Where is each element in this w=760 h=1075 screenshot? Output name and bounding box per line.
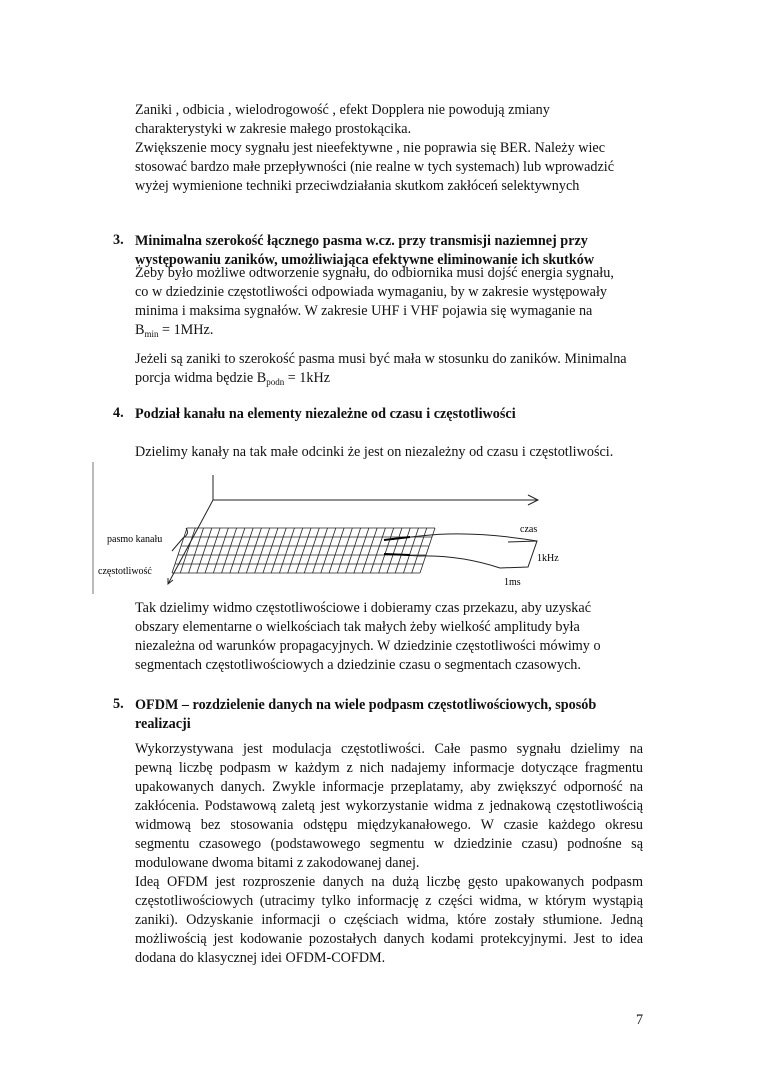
text-line: częstotliwościowych (utracimy tylko informację z części widma, w którym wystąpią [135,893,643,909]
grid-line [321,528,336,573]
text-line: możliwością jest kodowanie pozostałych danych kodami protekcyjnymi. Jest to idea [135,931,643,947]
grid-line [412,528,427,573]
text-line: pewną liczbę podpasm w każdym z nich nadajemy informacje dotyczące fragmentu [135,760,643,776]
text-line: upakowanych danych. Zwykle informacje przeplatamy, aby zwiększyć odporność na [135,779,643,795]
grid-line [180,528,195,573]
grid-line [354,528,369,573]
elementary-cell [500,541,537,568]
formula-base: B [256,370,267,386]
text-line: dodana do klasycznej idei OFDM-COFDM. [135,950,386,966]
grid-line [263,528,278,573]
section-5-heading [113,696,653,736]
grid-line [255,528,270,573]
grid-line [197,528,212,573]
page-number: 7 [636,1012,644,1028]
formula-value: = 1MHz. [158,322,214,338]
grid-line [387,528,402,573]
formula-subscript: podn [266,377,285,387]
formula-base: B [135,322,145,338]
text-line: stosować bardzo małe przepływności (nie realne w tych systemach) lub wprowadzić [135,159,615,175]
text-line: charakterystyki w zakresie małego prostokącika. [135,121,412,137]
grid-line [337,528,352,573]
grid-line [395,528,410,573]
grid-line [238,528,253,573]
heading-line: występowaniu zaników, umożliwiająca efektywne eliminowanie ich skutków [135,252,595,268]
heading-line: OFDM – rozdzielenie danych na wiele podpasm częstotliwościowych, sposób [135,697,597,713]
label-band: pasmo kanału [107,534,163,545]
text-line: minima i maksima sygnałów. W zakresie UHF i VHF pojawia się wymaganie na [135,303,593,319]
text-line: Wykorzystywana jest modulacja częstotliwości. Całe pasmo sygnału dzielimy na [135,741,643,757]
band-bracket [172,528,187,551]
heading-line: Podział kanału na elementy niezależne od czasu i częstotliwości [135,406,516,422]
grid-line [379,528,394,573]
grid-line [246,528,261,573]
section-number: 5. [113,696,124,712]
grid-line [403,528,418,573]
text-line: Zwiększenie mocy sygnału jest nieefektywne , nie poprawia się BER. Należy wiec [135,140,606,156]
section-5-paragraph [135,740,643,968]
heading-line: Minimalna szerokość łącznego pasma w.cz. przy transmisji naziemnej przy [135,233,588,249]
text-line: Zaniki , odbicia , wielodrogowość , efekt Dopplera nie powodują zmiany [135,102,550,118]
grid-line [222,528,237,573]
section-number: 3. [113,232,124,248]
text-line: segmentu czasowego (podstawowego segmentu w dziedzinie czasu) podnośne są [135,836,643,852]
grid-line [271,528,286,573]
grid-line [370,528,385,573]
frequency-axis [168,500,213,584]
grid-line [304,528,319,573]
grid-line [213,528,228,573]
label-time: czas [520,524,538,535]
section-number: 4. [113,405,124,421]
grid-line [279,528,294,573]
text-line: zakłócenia. Podstawową zaletą jest wykorzystanie widma z jednakową częstotliwością [135,798,643,814]
highlight-cell-bottom [384,554,410,555]
formula-subscript: min [144,329,159,339]
zoom-line-bottom [384,554,500,568]
grid-line [346,528,361,573]
grid-line [362,528,377,573]
text-line: Dzielimy kanały na tak małe odcinki że jest on niezależny od czasu i częstotliwości. [135,444,614,460]
text-line: modulowane dwoma bitami z zakodowanej danej. [135,855,420,871]
grid-line [230,528,245,573]
grid-line [172,528,187,573]
text-line: co w dziedzinie częstotliwości odpowiada wymaganiu, by w zakresie występowały [135,284,607,300]
grid-line [189,528,204,573]
grid-line [329,528,344,573]
label-1ms: 1ms [504,577,521,588]
grid [172,528,435,573]
grid-line [288,528,303,573]
text-line: obszary elementarne o wielkościach tak małych żeby wielkość amplitudy była [135,619,580,635]
text-line: Żeby było możliwe odtworzenie sygnału, do odbiornika musi dojść energia sygnału, [135,265,614,281]
text-line: Jeżeli są zaniki to szerokość pasma musi być mała w stosunku do zaników. Minimalna [135,351,627,367]
grid-line [205,528,220,573]
text-line: niezależna od warunków propagacyjnych. W dziedzinie częstotliwości mówimy o [135,638,601,654]
grid-line [313,528,328,573]
text-line: Tak dzielimy widmo częstotliwościowe i dobieramy czas przekazu, aby uzyskać [135,600,591,616]
label-1khz: 1kHz [537,553,559,564]
text-line: segmentach częstotliwościowych a dziedzinie czasu o segmentach czasowych. [135,657,581,673]
text-line: widmową bez stosowania odstępu międzykanałowego. W czasie każdego okresu [135,817,643,833]
text-line: wyżej wymienione techniki przeciwdziałania skutkom zakłóceń selektywnych [135,178,580,194]
grid-line [296,528,311,573]
text-line: zaniki). Odzyskanie informacji o częściach widma, które zostały stłumione. Jedną [135,912,643,928]
section-4-paragraph-2 [135,599,647,675]
label-frequency: częstotliwość [98,566,152,577]
text-line: Ideą OFDM jest rozproszenie danych na dużą liczbę gęsto upakowanych podpasm [135,874,643,890]
heading-line: realizacji [135,716,191,732]
formula-value: = 1kHz [284,370,331,386]
text-span: porcja widma będzie [135,370,257,386]
